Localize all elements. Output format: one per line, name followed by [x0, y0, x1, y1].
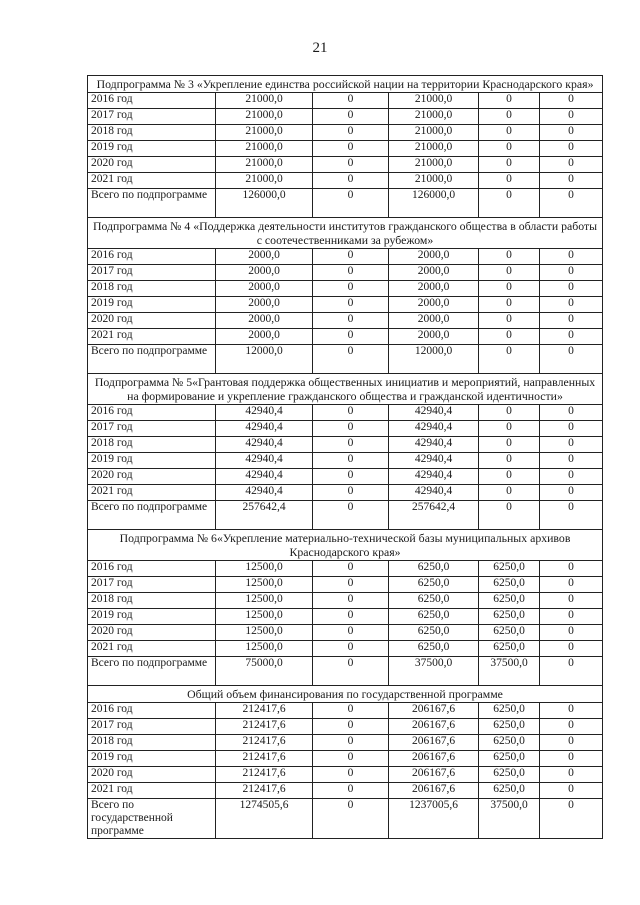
total-period-cell: Всего по подпрограмме [88, 345, 216, 374]
total-local-budget-cell: 0 [479, 501, 540, 530]
local-budget-cell: 6250,0 [479, 577, 540, 593]
table-row [88, 265, 603, 281]
section-heading: Общий объем финансирования по государственной программе [88, 686, 603, 703]
table-row [88, 641, 603, 657]
total-period-cell: Всего по государственной программе [88, 799, 216, 839]
period-cell: 2020 год [88, 767, 216, 783]
table-row [88, 249, 603, 265]
local-budget-cell: 6250,0 [479, 783, 540, 799]
extrabudgetary-cell: 0 [540, 313, 603, 329]
local-budget-cell: 0 [479, 265, 540, 281]
local-budget-cell: 0 [479, 249, 540, 265]
federal-budget-cell: 0 [313, 437, 389, 453]
extrabudgetary-cell: 0 [540, 783, 603, 799]
regional-budget-cell: 21000,0 [389, 141, 479, 157]
local-budget-cell: 6250,0 [479, 719, 540, 735]
total-amount-cell: 21000,0 [216, 173, 313, 189]
table-row [88, 485, 603, 501]
federal-budget-cell: 0 [313, 593, 389, 609]
table-row [88, 437, 603, 453]
period-cell: 2016 год [88, 93, 216, 109]
period-cell: 2016 год [88, 703, 216, 719]
period-cell: 2021 год [88, 173, 216, 189]
table-row [88, 173, 603, 189]
period-cell: 2020 год [88, 157, 216, 173]
extrabudgetary-cell: 0 [540, 421, 603, 437]
total-amount-cell: 12500,0 [216, 593, 313, 609]
total-amount-cell: 2000,0 [216, 329, 313, 345]
table-row [88, 703, 603, 719]
period-cell: 2021 год [88, 641, 216, 657]
local-budget-cell: 0 [479, 485, 540, 501]
period-cell: 2021 год [88, 485, 216, 501]
total-row [88, 657, 603, 686]
section-heading-row [88, 530, 603, 561]
total-local-budget-cell: 37500,0 [479, 799, 540, 839]
period-cell: 2017 год [88, 109, 216, 125]
section-heading-row [88, 374, 603, 405]
federal-budget-cell: 0 [313, 625, 389, 641]
extrabudgetary-cell: 0 [540, 297, 603, 313]
local-budget-cell: 6250,0 [479, 751, 540, 767]
section-heading-row [88, 218, 603, 249]
total-federal-budget-cell: 0 [313, 501, 389, 530]
local-budget-cell: 6250,0 [479, 641, 540, 657]
total-extrabudgetary-cell: 0 [540, 189, 603, 218]
federal-budget-cell: 0 [313, 93, 389, 109]
table-row [88, 297, 603, 313]
regional-budget-cell: 206167,6 [389, 751, 479, 767]
extrabudgetary-cell: 0 [540, 437, 603, 453]
local-budget-cell: 0 [479, 453, 540, 469]
federal-budget-cell: 0 [313, 609, 389, 625]
total-regional-budget-cell: 126000,0 [389, 189, 479, 218]
regional-budget-cell: 21000,0 [389, 157, 479, 173]
local-budget-cell: 6250,0 [479, 609, 540, 625]
period-cell: 2020 год [88, 469, 216, 485]
total-local-budget-cell: 37500,0 [479, 657, 540, 686]
period-cell: 2019 год [88, 297, 216, 313]
table-row [88, 609, 603, 625]
extrabudgetary-cell: 0 [540, 469, 603, 485]
regional-budget-cell: 42940,4 [389, 469, 479, 485]
extrabudgetary-cell: 0 [540, 751, 603, 767]
federal-budget-cell: 0 [313, 405, 389, 421]
total-amount-cell: 2000,0 [216, 297, 313, 313]
total-federal-budget-cell: 0 [313, 189, 389, 218]
federal-budget-cell: 0 [313, 141, 389, 157]
regional-budget-cell: 42940,4 [389, 421, 479, 437]
regional-budget-cell: 2000,0 [389, 265, 479, 281]
total-extrabudgetary-cell: 0 [540, 501, 603, 530]
period-cell: 2019 год [88, 453, 216, 469]
regional-budget-cell: 206167,6 [389, 703, 479, 719]
regional-budget-cell: 6250,0 [389, 593, 479, 609]
local-budget-cell: 0 [479, 281, 540, 297]
total-amount-cell: 12500,0 [216, 561, 313, 577]
section-heading: Подпрограмма № 4 «Поддержка деятельности институтов гражданского общества в области работы с соотечественниками за рубежом» [88, 218, 603, 249]
total-row [88, 189, 603, 218]
federal-budget-cell: 0 [313, 783, 389, 799]
federal-budget-cell: 0 [313, 125, 389, 141]
table-row [88, 109, 603, 125]
extrabudgetary-cell: 0 [540, 93, 603, 109]
total-regional-budget-cell: 37500,0 [389, 657, 479, 686]
period-cell: 2021 год [88, 783, 216, 799]
local-budget-cell: 0 [479, 329, 540, 345]
local-budget-cell: 0 [479, 469, 540, 485]
regional-budget-cell: 6250,0 [389, 625, 479, 641]
local-budget-cell: 0 [479, 125, 540, 141]
regional-budget-cell: 206167,6 [389, 783, 479, 799]
regional-budget-cell: 21000,0 [389, 93, 479, 109]
regional-budget-cell: 2000,0 [389, 297, 479, 313]
federal-budget-cell: 0 [313, 719, 389, 735]
regional-budget-cell: 6250,0 [389, 641, 479, 657]
page-number: 21 [312, 40, 328, 56]
table-row [88, 767, 603, 783]
federal-budget-cell: 0 [313, 561, 389, 577]
section-heading-row [88, 686, 603, 703]
regional-budget-cell: 2000,0 [389, 249, 479, 265]
total-amount-cell: 12500,0 [216, 641, 313, 657]
total-amount-cell: 2000,0 [216, 281, 313, 297]
table-row [88, 141, 603, 157]
period-cell: 2020 год [88, 313, 216, 329]
total-amount-cell: 2000,0 [216, 249, 313, 265]
period-cell: 2021 год [88, 329, 216, 345]
federal-budget-cell: 0 [313, 751, 389, 767]
section-heading-row [88, 76, 603, 93]
period-cell: 2019 год [88, 609, 216, 625]
total-amount-cell: 212417,6 [216, 751, 313, 767]
extrabudgetary-cell: 0 [540, 249, 603, 265]
table-row [88, 281, 603, 297]
extrabudgetary-cell: 0 [540, 109, 603, 125]
period-cell: 2019 год [88, 751, 216, 767]
federal-budget-cell: 0 [313, 767, 389, 783]
local-budget-cell: 0 [479, 297, 540, 313]
regional-budget-cell: 6250,0 [389, 577, 479, 593]
total-federal-budget-cell: 0 [313, 657, 389, 686]
extrabudgetary-cell: 0 [540, 329, 603, 345]
regional-budget-cell: 206167,6 [389, 735, 479, 751]
total-amount-cell: 2000,0 [216, 313, 313, 329]
extrabudgetary-cell: 0 [540, 405, 603, 421]
extrabudgetary-cell: 0 [540, 141, 603, 157]
period-cell: 2017 год [88, 719, 216, 735]
total-regional-budget-cell: 12000,0 [389, 345, 479, 374]
table-row [88, 405, 603, 421]
total-total-amount-cell: 1274505,6 [216, 799, 313, 839]
federal-budget-cell: 0 [313, 453, 389, 469]
total-total-amount-cell: 257642,4 [216, 501, 313, 530]
extrabudgetary-cell: 0 [540, 609, 603, 625]
extrabudgetary-cell: 0 [540, 265, 603, 281]
extrabudgetary-cell: 0 [540, 577, 603, 593]
regional-budget-cell: 6250,0 [389, 561, 479, 577]
financing-table-body [88, 76, 603, 839]
regional-budget-cell: 21000,0 [389, 125, 479, 141]
total-row [88, 501, 603, 530]
extrabudgetary-cell: 0 [540, 719, 603, 735]
total-regional-budget-cell: 257642,4 [389, 501, 479, 530]
total-amount-cell: 12500,0 [216, 577, 313, 593]
regional-budget-cell: 2000,0 [389, 329, 479, 345]
extrabudgetary-cell: 0 [540, 281, 603, 297]
period-cell: 2017 год [88, 265, 216, 281]
regional-budget-cell: 42940,4 [389, 485, 479, 501]
table-row [88, 577, 603, 593]
period-cell: 2018 год [88, 735, 216, 751]
period-cell: 2019 год [88, 141, 216, 157]
table-row [88, 93, 603, 109]
local-budget-cell: 6250,0 [479, 703, 540, 719]
federal-budget-cell: 0 [313, 421, 389, 437]
extrabudgetary-cell: 0 [540, 125, 603, 141]
total-amount-cell: 42940,4 [216, 421, 313, 437]
period-cell: 2020 год [88, 625, 216, 641]
federal-budget-cell: 0 [313, 313, 389, 329]
period-cell: 2016 год [88, 561, 216, 577]
total-amount-cell: 12500,0 [216, 609, 313, 625]
table-row [88, 313, 603, 329]
local-budget-cell: 6250,0 [479, 593, 540, 609]
total-amount-cell: 21000,0 [216, 109, 313, 125]
local-budget-cell: 0 [479, 437, 540, 453]
local-budget-cell: 6250,0 [479, 625, 540, 641]
total-amount-cell: 21000,0 [216, 125, 313, 141]
total-local-budget-cell: 0 [479, 189, 540, 218]
local-budget-cell: 0 [479, 141, 540, 157]
total-amount-cell: 212417,6 [216, 735, 313, 751]
section-heading: Подпрограмма № 3 «Укрепление единства российской нации на территории Краснодарского края» [88, 76, 603, 93]
extrabudgetary-cell: 0 [540, 767, 603, 783]
total-row [88, 345, 603, 374]
extrabudgetary-cell: 0 [540, 703, 603, 719]
regional-budget-cell: 2000,0 [389, 313, 479, 329]
local-budget-cell: 0 [479, 421, 540, 437]
table-row [88, 125, 603, 141]
local-budget-cell: 6250,0 [479, 767, 540, 783]
total-amount-cell: 212417,6 [216, 767, 313, 783]
total-amount-cell: 212417,6 [216, 703, 313, 719]
extrabudgetary-cell: 0 [540, 561, 603, 577]
total-local-budget-cell: 0 [479, 345, 540, 374]
federal-budget-cell: 0 [313, 469, 389, 485]
local-budget-cell: 0 [479, 157, 540, 173]
extrabudgetary-cell: 0 [540, 173, 603, 189]
extrabudgetary-cell: 0 [540, 485, 603, 501]
period-cell: 2017 год [88, 577, 216, 593]
total-federal-budget-cell: 0 [313, 799, 389, 839]
total-amount-cell: 42940,4 [216, 405, 313, 421]
total-amount-cell: 42940,4 [216, 469, 313, 485]
regional-budget-cell: 42940,4 [389, 437, 479, 453]
total-amount-cell: 212417,6 [216, 783, 313, 799]
total-extrabudgetary-cell: 0 [540, 345, 603, 374]
total-extrabudgetary-cell: 0 [540, 799, 603, 839]
federal-budget-cell: 0 [313, 265, 389, 281]
total-regional-budget-cell: 1237005,6 [389, 799, 479, 839]
extrabudgetary-cell: 0 [540, 593, 603, 609]
federal-budget-cell: 0 [313, 157, 389, 173]
total-amount-cell: 42940,4 [216, 437, 313, 453]
period-cell: 2016 год [88, 249, 216, 265]
federal-budget-cell: 0 [313, 281, 389, 297]
local-budget-cell: 0 [479, 173, 540, 189]
regional-budget-cell: 42940,4 [389, 405, 479, 421]
total-federal-budget-cell: 0 [313, 345, 389, 374]
total-extrabudgetary-cell: 0 [540, 657, 603, 686]
table-row [88, 783, 603, 799]
federal-budget-cell: 0 [313, 735, 389, 751]
federal-budget-cell: 0 [313, 173, 389, 189]
local-budget-cell: 0 [479, 109, 540, 125]
total-amount-cell: 21000,0 [216, 157, 313, 173]
total-amount-cell: 12500,0 [216, 625, 313, 641]
total-amount-cell: 42940,4 [216, 485, 313, 501]
table-row [88, 751, 603, 767]
table-row [88, 329, 603, 345]
section-heading: Подпрограмма № 5«Грантовая поддержка общественных инициатив и мероприятий, направленных на формирование и укрепление гражданского общества и гражданской идентичности» [88, 374, 603, 405]
federal-budget-cell: 0 [313, 485, 389, 501]
table-row [88, 421, 603, 437]
local-budget-cell: 0 [479, 313, 540, 329]
total-amount-cell: 212417,6 [216, 719, 313, 735]
regional-budget-cell: 42940,4 [389, 453, 479, 469]
total-period-cell: Всего по подпрограмме [88, 189, 216, 218]
table-row [88, 561, 603, 577]
regional-budget-cell: 6250,0 [389, 609, 479, 625]
federal-budget-cell: 0 [313, 297, 389, 313]
federal-budget-cell: 0 [313, 249, 389, 265]
financing-table [87, 75, 603, 839]
period-cell: 2018 год [88, 125, 216, 141]
total-total-amount-cell: 12000,0 [216, 345, 313, 374]
local-budget-cell: 6250,0 [479, 561, 540, 577]
table-row [88, 469, 603, 485]
table-row [88, 157, 603, 173]
federal-budget-cell: 0 [313, 641, 389, 657]
regional-budget-cell: 21000,0 [389, 173, 479, 189]
federal-budget-cell: 0 [313, 577, 389, 593]
table-row [88, 593, 603, 609]
table-row [88, 735, 603, 751]
total-total-amount-cell: 126000,0 [216, 189, 313, 218]
section-heading: Подпрограмма № 6«Укрепление материально-технической базы муниципальных архивов Краснодарского края» [88, 530, 603, 561]
period-cell: 2018 год [88, 593, 216, 609]
regional-budget-cell: 2000,0 [389, 281, 479, 297]
extrabudgetary-cell: 0 [540, 735, 603, 751]
regional-budget-cell: 206167,6 [389, 719, 479, 735]
total-total-amount-cell: 75000,0 [216, 657, 313, 686]
regional-budget-cell: 206167,6 [389, 767, 479, 783]
total-period-cell: Всего по подпрограмме [88, 501, 216, 530]
table-row [88, 625, 603, 641]
total-period-cell: Всего по подпрограмме [88, 657, 216, 686]
total-amount-cell: 42940,4 [216, 453, 313, 469]
period-cell: 2016 год [88, 405, 216, 421]
total-amount-cell: 2000,0 [216, 265, 313, 281]
period-cell: 2018 год [88, 437, 216, 453]
period-cell: 2017 год [88, 421, 216, 437]
extrabudgetary-cell: 0 [540, 641, 603, 657]
total-amount-cell: 21000,0 [216, 93, 313, 109]
local-budget-cell: 0 [479, 405, 540, 421]
regional-budget-cell: 21000,0 [389, 109, 479, 125]
total-row [88, 799, 603, 839]
federal-budget-cell: 0 [313, 703, 389, 719]
table-row [88, 453, 603, 469]
period-cell: 2018 год [88, 281, 216, 297]
extrabudgetary-cell: 0 [540, 625, 603, 641]
table-row [88, 719, 603, 735]
local-budget-cell: 0 [479, 93, 540, 109]
federal-budget-cell: 0 [313, 329, 389, 345]
extrabudgetary-cell: 0 [540, 453, 603, 469]
federal-budget-cell: 0 [313, 109, 389, 125]
local-budget-cell: 6250,0 [479, 735, 540, 751]
total-amount-cell: 21000,0 [216, 141, 313, 157]
extrabudgetary-cell: 0 [540, 157, 603, 173]
